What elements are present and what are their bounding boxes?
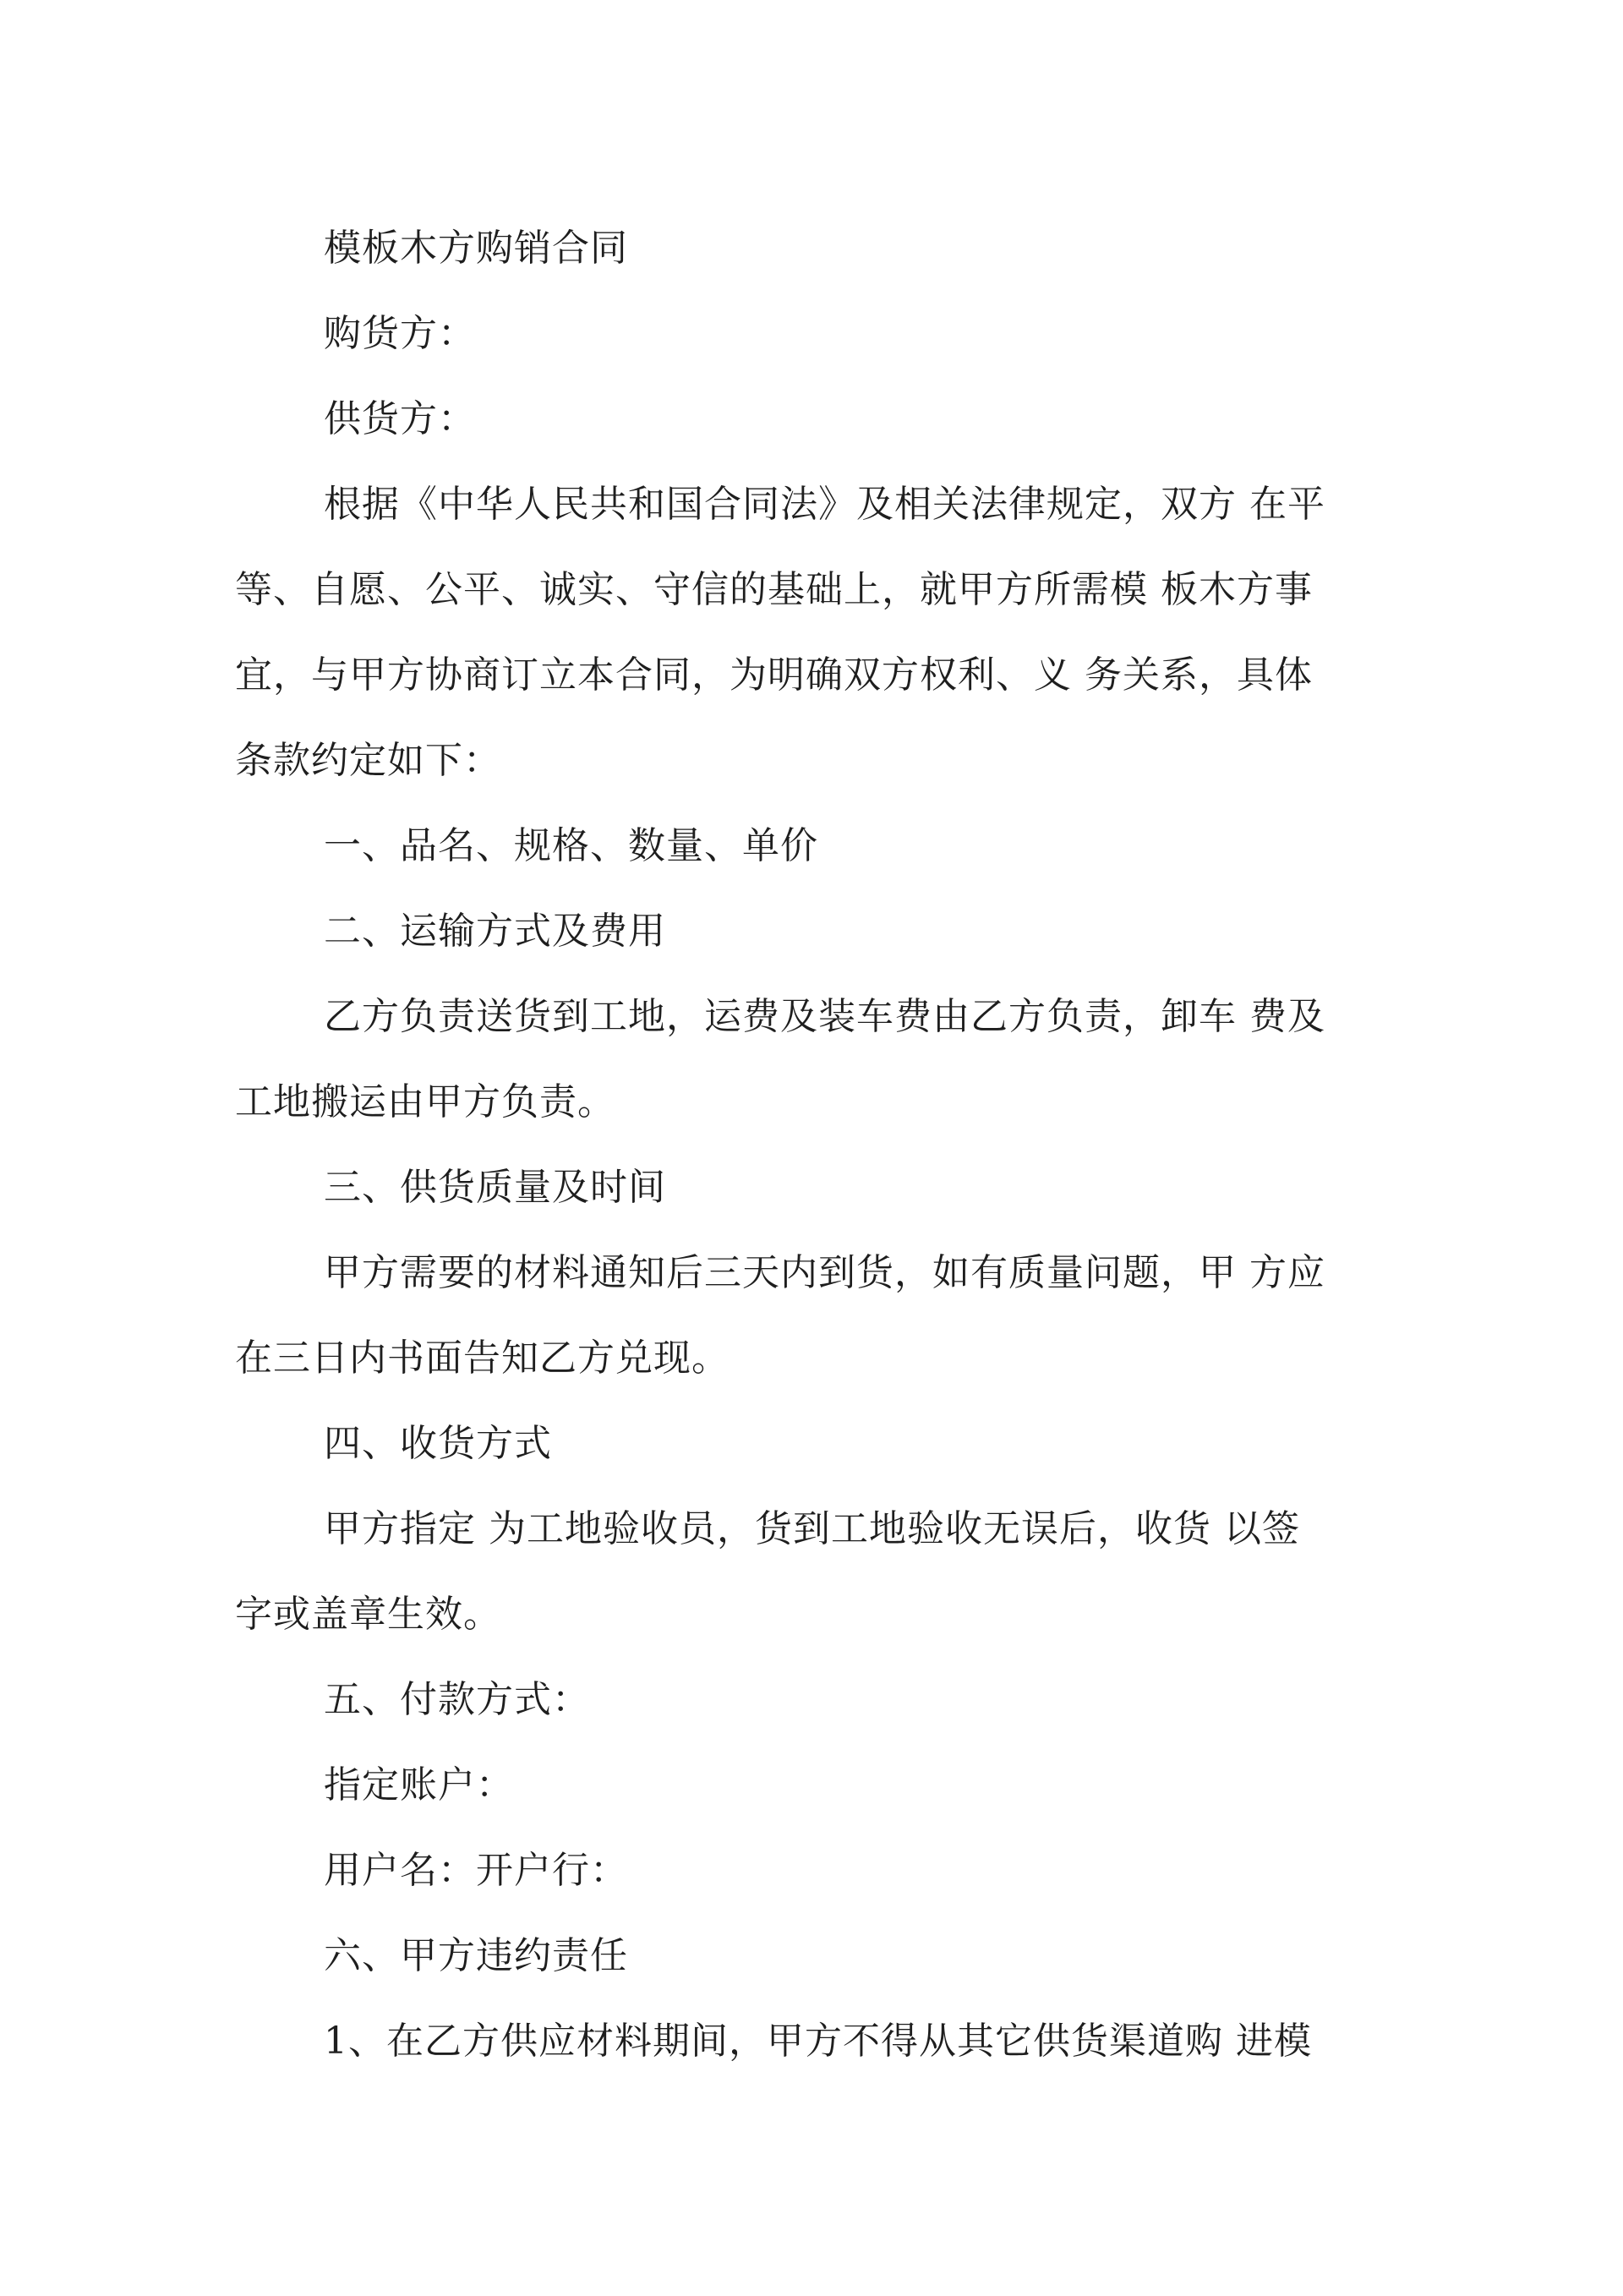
account-line: 用户名：开户行：	[324, 1849, 628, 1892]
supplier-line: 供货方：	[324, 397, 476, 440]
section-heading: 一、品名、规格、数量、单价	[324, 824, 818, 867]
paragraph-line: 根据《中华人民共和国合同法》及相关法律规定，双方 在平	[324, 483, 1325, 526]
document-title: 模板木方购销合同	[324, 227, 628, 270]
section-heading: 五、付款方式：	[324, 1678, 590, 1721]
paragraph-line: 甲方指定 为工地验收员，货到工地验收无误后，收货 以签	[324, 1507, 1300, 1550]
paragraph-line: 甲方需要的材料通知后三天内到货，如有质量问题，甲 方应	[324, 1251, 1325, 1294]
buyer-line: 购货方：	[324, 312, 476, 355]
section-heading: 二、运输方式及费用	[324, 910, 666, 953]
section-heading: 六、甲方违约责任	[324, 1934, 628, 1977]
paragraph-line: 等、自愿、公平、诚实、守信的基础上，就甲方所需模 板木方事	[235, 568, 1313, 611]
paragraph-line: 乙方负责送货到工地，运费及装车费由乙方负责，卸车 费及	[324, 995, 1325, 1038]
clause-line: 1、在乙方供应材料期间，甲方不得从其它供货渠道购 进模	[324, 2020, 1312, 2063]
paragraph-line: 字或盖章生效。	[235, 1593, 501, 1636]
account-line: 指定账户：	[324, 1763, 514, 1807]
paragraph-line: 宜，与甲方协商订立本合同，为明确双方权利、义 务关系，具体	[235, 653, 1313, 697]
paragraph-line: 在三日内书面告知乙方兑现。	[235, 1337, 730, 1380]
paragraph-line: 工地搬运由甲方负责。	[235, 1080, 615, 1123]
paragraph-line: 条款约定如下：	[235, 739, 501, 782]
section-heading: 四、收货方式	[324, 1422, 552, 1465]
section-heading: 三、供货质量及时间	[324, 1166, 666, 1209]
